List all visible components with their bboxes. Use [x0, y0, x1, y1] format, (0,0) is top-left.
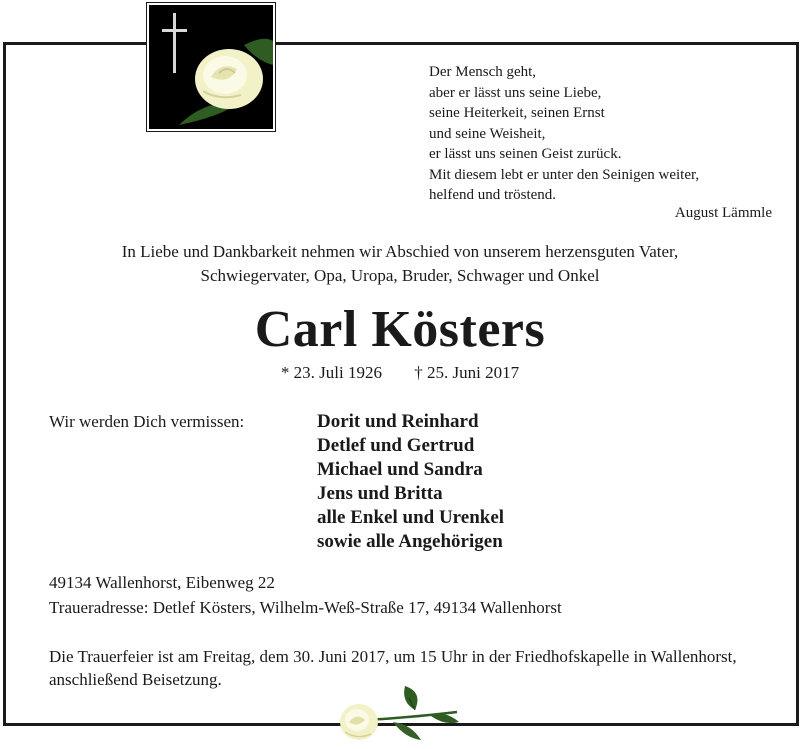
poem-author: August Lämmle [674, 205, 772, 221]
poem-line: Der Mensch geht, [429, 64, 537, 80]
poem [429, 62, 769, 206]
poem-line: er lässt uns seinen Geist zurück. [429, 146, 622, 162]
mourner-name: Detlef und Gertrud [317, 435, 475, 456]
poem-line: seine Heiterkeit, seinen Ernst [429, 105, 605, 121]
poem-line: helfend und tröstend. [429, 187, 557, 203]
mourner-name: Michael und Sandra [317, 459, 483, 480]
ceremony-info: Die Trauerfeier ist am Freitag, dem 30. Juni 2017, um 15 Uhr in der Friedhofskapelle in Wallenhorst, anschließend Beisetzung. [49, 647, 737, 689]
home-address: 49134 Wallenhorst, Eibenweg 22 [49, 573, 275, 592]
poem-line: aber er lässt uns seine Liebe, [429, 84, 602, 101]
address-block [49, 570, 562, 620]
intro-line-1: In Liebe und Dankbarkeit nehmen wir Abschied von unserem herzensguten Vater, [121, 242, 679, 261]
poem-line: und seine Weisheit, [429, 125, 546, 142]
rose-decoration [335, 682, 465, 749]
rose-icon [335, 682, 465, 744]
mourner-name: sowie alle Angehörigen [317, 531, 503, 552]
cross-rose-image [147, 3, 275, 131]
life-dates [0, 363, 800, 383]
mourning-address: Traueradresse: Detlef Kösters, Wilhelm-Weß-Straße 17, 49134 Wallenhorst [49, 598, 562, 617]
intro-line-2: Schwiegervater, Opa, Uropa, Bruder, Schwager und Onkel [200, 266, 600, 285]
poem-line: Mit diesem lebt er unter den Seinigen weiter, [429, 166, 700, 183]
mourner-name: alle Enkel und Urenkel [317, 507, 505, 528]
mourners-label: Wir werden Dich vermissen: [49, 412, 245, 431]
mourner-name: Dorit und Reinhard [317, 411, 479, 432]
cross-and-rose-icon [149, 5, 273, 129]
mourners-list [317, 410, 504, 554]
death-date: † 25. Juni 2017 [414, 363, 520, 382]
mourner-name: Jens und Britta [317, 483, 443, 504]
intro-text [0, 240, 800, 288]
deceased-name: Carl Kösters [254, 301, 546, 358]
birth-date: * 23. Juli 1926 [280, 363, 382, 382]
